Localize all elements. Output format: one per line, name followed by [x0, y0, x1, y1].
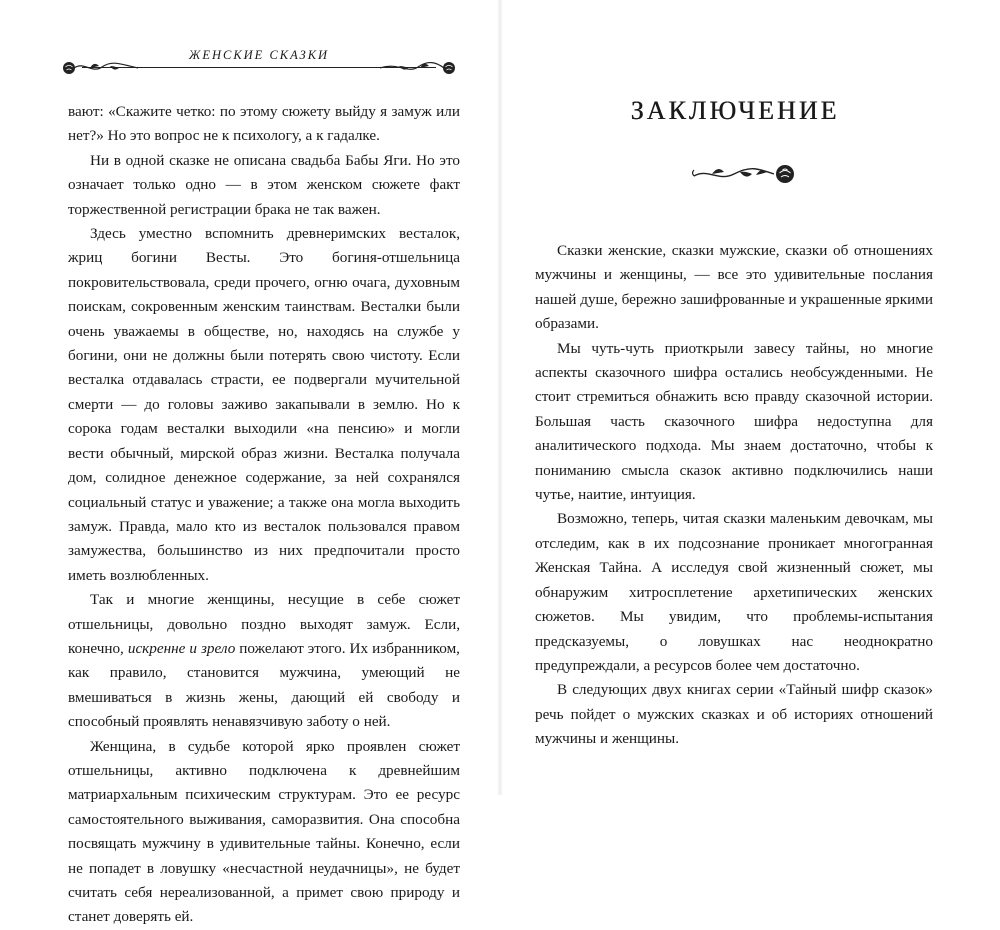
left-page-text	[68, 100, 460, 930]
paragraph: вают: «Скажите четко: по этому сюжету выйду я замуж или нет?» Но это вопрос не к психологу, а к гадалке.	[68, 103, 460, 145]
paragraph: Здесь уместно вспомнить древнеримских весталок, жриц богини Весты. Это богиня-отшельница покровительствовала, среди прочего, огню очага, духовным поискам, сокровенным женским таинствам. Весталки были очень уважаемы в обществе, но, находясь на службе у богини, они не должны были потерять свою чистоту. Если весталка отдавалась страсти, ее подвергали мучительной смерти — до головы заживо закапывали в землю. Но к сорока годам весталки выходили «на пенсию» и могли вести обычный, мирской образ жизни. Весталка получала дом, солидное денежное содержание, за ней сохранялся социальный статус и уважение; а также она могла выходить замуж. Правда, мало кто из весталок пользовался правом замужества, большинство из них предпочитали просто иметь возлюбленных.	[68, 225, 460, 584]
chapter-title: ЗАКЛЮЧЕНИЕ	[630, 96, 840, 125]
paragraph: Возможно, теперь, читая сказки маленьким девочкам, мы отследим, как в их подсознание проникает многогранная Женская Тайна. А исследуя свой жизненный сюжет, мы обнаружим хитросплетение архетипических женских сюжетов. Мы увидим, что проблемы-испытания предсказуемы, о ловушках нас неоднократно предупреждали, а ресурсов более чем достаточно.	[535, 510, 933, 674]
paragraph	[68, 588, 460, 734]
paragraph: Сказки женские, сказки мужские, сказки об отношениях мужчины и женщины, — все это удивительные послания нашей душе, бережно зашифрованные и украшенные яркими образами.	[535, 242, 933, 333]
running-title: ЖЕНСКИЕ СКАЗКИ	[188, 48, 330, 62]
paragraph: Ни в одной сказке не описана свадьба Бабы Яги. Но это означает только одно — в этом женском сюжете факт торжественной регистрации брака не так важен.	[68, 151, 460, 218]
paragraph: Мы чуть-чуть приоткрыли завесу тайны, но многие аспекты сказочного шифра остались необсужденными. Не стоит стремиться обнажить всю правду сказочной истории. Большая часть сказочного шифра недоступна для аналитического подхода. Мы знаем достаточно, чтобы к пониманию смысла сказок активно подключились наши чутье, наитие, интуиция.	[535, 339, 933, 504]
paragraph: В следующих двух книгах серии «Тайный шифр сказок» речь пойдет о мужских сказках и об историях отношений мужчины и женщины.	[535, 681, 933, 748]
rose-vine-ornament-icon	[380, 58, 458, 78]
paragraph: Женщина, в судьбе которой ярко проявлен сюжет отшельницы, активно подключена к древнейшим матриархальным психическим структурам. Это ее ресурс самостоятельного выживания, саморазвития. Она способна посвящать мужчину в удивительные тайны. Конечно, если не попадет в ловушку «несчастной неудачницы», не будет считать себя нереализованной, а примет свою природу и станет доверять ей.	[68, 737, 460, 926]
paragraph-text: Так и многие женщины, несущие в себе сюжет отшельницы, довольно поздно выходят замуж. Если, конечно,	[68, 591, 460, 657]
emphasis-text: искренне и зрело	[127, 639, 236, 657]
left-page	[0, 0, 500, 926]
right-page-text	[535, 239, 933, 752]
rose-vine-ornament-icon	[690, 160, 802, 188]
running-header	[60, 38, 458, 78]
paragraph-text: пожелают этого. Их избранником, как правило, становится мужчина, умеющий не вмешиваться в жизнь жены, дающий ей свободу и способный проявлять ненавязчивую заботу о ней.	[68, 639, 460, 731]
